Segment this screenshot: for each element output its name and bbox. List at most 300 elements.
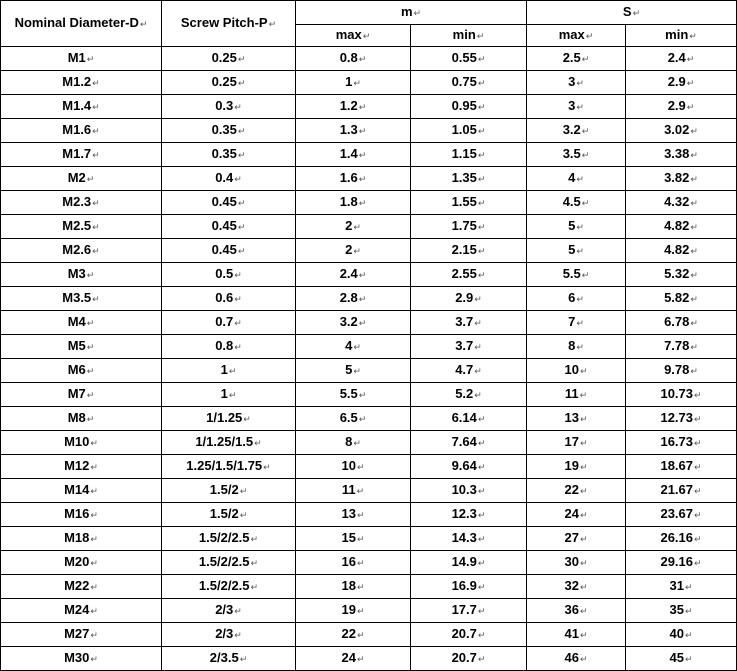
return-mark-icon: ↵: [581, 54, 590, 64]
cell-s-min: 6.78↵: [626, 311, 737, 335]
cell-m-min: 0.75↵: [411, 71, 527, 95]
cell-m-max: 4↵: [296, 335, 411, 359]
cell-s-max: 5.5↵: [527, 263, 626, 287]
cell-s-min: 35↵: [626, 599, 737, 623]
cell-screw-pitch: 2/3.5↵: [162, 647, 296, 671]
return-mark-icon: ↵: [86, 270, 95, 280]
return-mark-icon: ↵: [356, 654, 365, 664]
return-mark-icon: ↵: [86, 366, 95, 376]
return-mark-icon: ↵: [690, 246, 698, 256]
return-mark-icon: ↵: [694, 438, 702, 448]
cell-m-max: 11↵: [296, 479, 411, 503]
return-mark-icon: ↵: [581, 150, 590, 160]
table-row: [1, 599, 737, 623]
return-mark-icon: ↵: [477, 462, 486, 472]
table-row: [1, 287, 737, 311]
return-mark-icon: ↵: [581, 198, 590, 208]
cell-s-max: 3.2↵: [527, 119, 626, 143]
cell-screw-pitch: 1.5/2↵: [162, 503, 296, 527]
cell-m-min: 20.7↵: [411, 623, 527, 647]
cell-s-min: 29.16↵: [626, 551, 737, 575]
return-mark-icon: ↵: [92, 150, 100, 160]
return-mark-icon: ↵: [581, 270, 590, 280]
cell-s-min: 26.16↵: [626, 527, 737, 551]
cell-s-min: 23.67↵: [626, 503, 737, 527]
return-mark-icon: ↵: [239, 654, 248, 664]
cell-s-min: 4.82↵: [626, 215, 737, 239]
return-mark-icon: ↵: [92, 198, 100, 208]
return-mark-icon: ↵: [92, 246, 100, 256]
return-mark-icon: ↵: [250, 534, 259, 544]
cell-m-max: 3.2↵: [296, 311, 411, 335]
cell-s-max: 5↵: [527, 215, 626, 239]
cell-screw-pitch: 1.5/2/2.5↵: [162, 527, 296, 551]
return-mark-icon: ↵: [90, 438, 98, 448]
return-mark-icon: ↵: [690, 270, 698, 280]
return-mark-icon: ↵: [413, 8, 422, 18]
cell-m-max: 24↵: [296, 647, 411, 671]
cell-m-max: 19↵: [296, 599, 411, 623]
return-mark-icon: ↵: [237, 246, 246, 256]
cell-s-min: 2.4↵: [626, 47, 737, 71]
return-mark-icon: ↵: [358, 54, 367, 64]
return-mark-icon: ↵: [268, 19, 277, 29]
cell-m-min: 0.95↵: [411, 95, 527, 119]
cell-s-max: 22↵: [527, 479, 626, 503]
table-row: [1, 47, 737, 71]
return-mark-icon: ↵: [356, 606, 365, 616]
cell-s-max: 41↵: [527, 623, 626, 647]
cell-screw-pitch: 0.45↵: [162, 239, 296, 263]
cell-screw-pitch: 1.5/2/2.5↵: [162, 575, 296, 599]
return-mark-icon: ↵: [690, 150, 698, 160]
return-mark-icon: ↵: [684, 654, 693, 664]
table-row: [1, 359, 737, 383]
return-mark-icon: ↵: [690, 174, 698, 184]
cell-nominal-diameter: M2↵: [1, 167, 162, 191]
return-mark-icon: ↵: [86, 174, 95, 184]
return-mark-icon: ↵: [585, 31, 594, 41]
cell-m-min: 1.15↵: [411, 143, 527, 167]
return-mark-icon: ↵: [477, 438, 486, 448]
cell-s-min: 31↵: [626, 575, 737, 599]
cell-nominal-diameter: M20↵: [1, 551, 162, 575]
table-row: [1, 551, 737, 575]
return-mark-icon: ↵: [358, 150, 367, 160]
return-mark-icon: ↵: [86, 390, 95, 400]
cell-s-max: 7↵: [527, 311, 626, 335]
cell-s-max: 11↵: [527, 383, 626, 407]
cell-nominal-diameter: M30↵: [1, 647, 162, 671]
return-mark-icon: ↵: [694, 462, 702, 472]
return-mark-icon: ↵: [86, 342, 95, 352]
cell-m-max: 18↵: [296, 575, 411, 599]
return-mark-icon: ↵: [356, 534, 365, 544]
cell-nominal-diameter: M16↵: [1, 503, 162, 527]
cell-s-min: 40↵: [626, 623, 737, 647]
return-mark-icon: ↵: [90, 558, 98, 568]
return-mark-icon: ↵: [477, 102, 486, 112]
return-mark-icon: ↵: [477, 150, 486, 160]
cell-nominal-diameter: M24↵: [1, 599, 162, 623]
return-mark-icon: ↵: [579, 414, 588, 424]
cell-m-min: 0.55↵: [411, 47, 527, 71]
return-mark-icon: ↵: [353, 438, 361, 448]
cell-nominal-diameter: M3↵: [1, 263, 162, 287]
return-mark-icon: ↵: [90, 582, 98, 592]
cell-nominal-diameter: M10↵: [1, 431, 162, 455]
return-mark-icon: ↵: [579, 438, 588, 448]
cell-nominal-diameter: M3.5↵: [1, 287, 162, 311]
cell-s-min: 16.73↵: [626, 431, 737, 455]
return-mark-icon: ↵: [237, 150, 246, 160]
cell-nominal-diameter: M12↵: [1, 455, 162, 479]
return-mark-icon: ↵: [686, 54, 695, 64]
table-row: [1, 623, 737, 647]
cell-s-min: 2.9↵: [626, 71, 737, 95]
return-mark-icon: ↵: [353, 342, 361, 352]
return-mark-icon: ↵: [356, 462, 365, 472]
return-mark-icon: ↵: [579, 630, 588, 640]
header-nominal-diameter: Nominal Diameter-D↵: [1, 1, 162, 47]
return-mark-icon: ↵: [694, 510, 702, 520]
cell-m-max: 2↵: [296, 215, 411, 239]
cell-s-max: 3↵: [527, 71, 626, 95]
table-row: [1, 479, 737, 503]
return-mark-icon: ↵: [234, 318, 242, 328]
cell-s-max: 3.5↵: [527, 143, 626, 167]
cell-s-max: 8↵: [527, 335, 626, 359]
cell-m-max: 15↵: [296, 527, 411, 551]
cell-nominal-diameter: M22↵: [1, 575, 162, 599]
cell-nominal-diameter: M4↵: [1, 311, 162, 335]
header-m: m↵: [296, 1, 527, 25]
table-row: [1, 191, 737, 215]
return-mark-icon: ↵: [362, 31, 371, 41]
return-mark-icon: ↵: [356, 582, 365, 592]
return-mark-icon: ↵: [92, 294, 100, 304]
return-mark-icon: ↵: [689, 31, 697, 41]
header-s-max: max↵: [527, 25, 626, 47]
cell-nominal-diameter: M1.7↵: [1, 143, 162, 167]
cell-nominal-diameter: M8↵: [1, 407, 162, 431]
table-row: [1, 647, 737, 671]
return-mark-icon: ↵: [234, 342, 242, 352]
cell-s-max: 19↵: [527, 455, 626, 479]
return-mark-icon: ↵: [86, 318, 95, 328]
return-mark-icon: ↵: [477, 198, 486, 208]
cell-screw-pitch: 0.7↵: [162, 311, 296, 335]
header-screw-pitch: Screw Pitch-P↵: [162, 1, 296, 47]
cell-nominal-diameter: M1↵: [1, 47, 162, 71]
return-mark-icon: ↵: [477, 270, 486, 280]
cell-nominal-diameter: M2.3↵: [1, 191, 162, 215]
return-mark-icon: ↵: [576, 294, 584, 304]
cell-s-min: 7.78↵: [626, 335, 737, 359]
return-mark-icon: ↵: [358, 318, 367, 328]
return-mark-icon: ↵: [477, 606, 486, 616]
cell-nominal-diameter: M18↵: [1, 527, 162, 551]
return-mark-icon: ↵: [234, 630, 242, 640]
cell-m-max: 8↵: [296, 431, 411, 455]
cell-screw-pitch: 1↵: [162, 383, 296, 407]
cell-screw-pitch: 0.4↵: [162, 167, 296, 191]
cell-screw-pitch: 2/3↵: [162, 599, 296, 623]
return-mark-icon: ↵: [239, 486, 248, 496]
return-mark-icon: ↵: [358, 270, 367, 280]
table-row: [1, 311, 737, 335]
cell-m-min: 14.3↵: [411, 527, 527, 551]
table-row: [1, 167, 737, 191]
cell-s-max: 10↵: [527, 359, 626, 383]
return-mark-icon: ↵: [353, 366, 361, 376]
cell-s-min: 45↵: [626, 647, 737, 671]
return-mark-icon: ↵: [477, 630, 486, 640]
cell-s-max: 17↵: [527, 431, 626, 455]
table-row: [1, 383, 737, 407]
return-mark-icon: ↵: [684, 582, 693, 592]
return-mark-icon: ↵: [234, 606, 242, 616]
return-mark-icon: ↵: [358, 102, 367, 112]
return-mark-icon: ↵: [694, 390, 702, 400]
cell-screw-pitch: 1/1.25/1.5↵: [162, 431, 296, 455]
cell-s-min: 5.82↵: [626, 287, 737, 311]
return-mark-icon: ↵: [686, 78, 695, 88]
cell-m-max: 5.5↵: [296, 383, 411, 407]
header-s-min: min↵: [626, 25, 737, 47]
cell-m-min: 3.7↵: [411, 311, 527, 335]
return-mark-icon: ↵: [139, 19, 148, 29]
return-mark-icon: ↵: [92, 126, 100, 136]
return-mark-icon: ↵: [358, 198, 367, 208]
table-row: [1, 455, 737, 479]
table-row: [1, 431, 737, 455]
return-mark-icon: ↵: [477, 654, 486, 664]
table-row: [1, 239, 737, 263]
cell-screw-pitch: 0.25↵: [162, 71, 296, 95]
return-mark-icon: ↵: [477, 486, 486, 496]
return-mark-icon: ↵: [684, 630, 693, 640]
cell-m-max: 2.8↵: [296, 287, 411, 311]
cell-s-max: 3↵: [527, 95, 626, 119]
cell-s-max: 36↵: [527, 599, 626, 623]
cell-screw-pitch: 0.35↵: [162, 143, 296, 167]
return-mark-icon: ↵: [477, 246, 486, 256]
cell-m-max: 10↵: [296, 455, 411, 479]
return-mark-icon: ↵: [353, 246, 361, 256]
table-row: [1, 503, 737, 527]
return-mark-icon: ↵: [234, 174, 242, 184]
return-mark-icon: ↵: [474, 390, 482, 400]
cell-s-max: 6↵: [527, 287, 626, 311]
return-mark-icon: ↵: [228, 366, 237, 376]
return-mark-icon: ↵: [477, 534, 486, 544]
return-mark-icon: ↵: [579, 558, 588, 568]
cell-m-max: 5↵: [296, 359, 411, 383]
cell-s-max: 13↵: [527, 407, 626, 431]
return-mark-icon: ↵: [92, 222, 100, 232]
cell-m-min: 6.14↵: [411, 407, 527, 431]
table-row: [1, 95, 737, 119]
return-mark-icon: ↵: [477, 126, 486, 136]
header-m-min: min↵: [411, 25, 527, 47]
cell-s-min: 4.82↵: [626, 239, 737, 263]
cell-m-max: 1↵: [296, 71, 411, 95]
cell-s-min: 5.32↵: [626, 263, 737, 287]
return-mark-icon: ↵: [353, 78, 361, 88]
return-mark-icon: ↵: [477, 222, 486, 232]
return-mark-icon: ↵: [579, 486, 588, 496]
cell-s-max: 30↵: [527, 551, 626, 575]
return-mark-icon: ↵: [243, 414, 251, 424]
return-mark-icon: ↵: [474, 318, 482, 328]
cell-s-max: 46↵: [527, 647, 626, 671]
return-mark-icon: ↵: [358, 126, 367, 136]
return-mark-icon: ↵: [90, 510, 98, 520]
return-mark-icon: ↵: [86, 54, 95, 64]
cell-screw-pitch: 0.35↵: [162, 119, 296, 143]
cell-s-min: 18.67↵: [626, 455, 737, 479]
cell-nominal-diameter: M6↵: [1, 359, 162, 383]
return-mark-icon: ↵: [690, 126, 698, 136]
return-mark-icon: ↵: [477, 558, 486, 568]
cell-screw-pitch: 0.45↵: [162, 215, 296, 239]
cell-screw-pitch: 1.25/1.5/1.75↵: [162, 455, 296, 479]
return-mark-icon: ↵: [576, 318, 584, 328]
cell-m-max: 6.5↵: [296, 407, 411, 431]
return-mark-icon: ↵: [358, 414, 367, 424]
return-mark-icon: ↵: [90, 630, 98, 640]
cell-nominal-diameter: M7↵: [1, 383, 162, 407]
return-mark-icon: ↵: [356, 486, 365, 496]
table-row: [1, 575, 737, 599]
cell-m-min: 10.3↵: [411, 479, 527, 503]
cell-m-max: 16↵: [296, 551, 411, 575]
cell-nominal-diameter: M5↵: [1, 335, 162, 359]
cell-s-max: 27↵: [527, 527, 626, 551]
return-mark-icon: ↵: [90, 486, 98, 496]
table-body: [1, 47, 737, 671]
return-mark-icon: ↵: [477, 54, 486, 64]
cell-nominal-diameter: M27↵: [1, 623, 162, 647]
return-mark-icon: ↵: [254, 438, 262, 448]
return-mark-icon: ↵: [237, 78, 246, 88]
cell-m-max: 1.4↵: [296, 143, 411, 167]
table-row: [1, 119, 737, 143]
return-mark-icon: ↵: [576, 222, 584, 232]
return-mark-icon: ↵: [576, 174, 584, 184]
table-row: [1, 527, 737, 551]
cell-s-min: 3.82↵: [626, 167, 737, 191]
cell-s-min: 21.67↵: [626, 479, 737, 503]
cell-m-max: 0.8↵: [296, 47, 411, 71]
cell-m-min: 4.7↵: [411, 359, 527, 383]
cell-m-min: 7.64↵: [411, 431, 527, 455]
return-mark-icon: ↵: [237, 126, 246, 136]
return-mark-icon: ↵: [686, 102, 695, 112]
return-mark-icon: ↵: [356, 510, 365, 520]
return-mark-icon: ↵: [263, 462, 271, 472]
cell-m-min: 3.7↵: [411, 335, 527, 359]
return-mark-icon: ↵: [477, 414, 486, 424]
cell-s-min: 12.73↵: [626, 407, 737, 431]
cell-nominal-diameter: M1.2↵: [1, 71, 162, 95]
return-mark-icon: ↵: [694, 486, 702, 496]
return-mark-icon: ↵: [358, 174, 367, 184]
header-s: S↵: [527, 1, 737, 25]
cell-m-min: 1.05↵: [411, 119, 527, 143]
cell-screw-pitch: 0.5↵: [162, 263, 296, 287]
return-mark-icon: ↵: [690, 366, 698, 376]
cell-screw-pitch: 2/3↵: [162, 623, 296, 647]
return-mark-icon: ↵: [234, 102, 242, 112]
cell-s-min: 3.38↵: [626, 143, 737, 167]
cell-screw-pitch: 1.5/2↵: [162, 479, 296, 503]
return-mark-icon: ↵: [576, 102, 584, 112]
cell-screw-pitch: 1↵: [162, 359, 296, 383]
return-mark-icon: ↵: [90, 534, 98, 544]
cell-m-min: 1.35↵: [411, 167, 527, 191]
return-mark-icon: ↵: [632, 8, 641, 18]
table-row: [1, 71, 737, 95]
return-mark-icon: ↵: [477, 582, 486, 592]
return-mark-icon: ↵: [474, 342, 482, 352]
cell-m-max: 13↵: [296, 503, 411, 527]
cell-m-min: 9.64↵: [411, 455, 527, 479]
cell-s-min: 9.78↵: [626, 359, 737, 383]
return-mark-icon: ↵: [477, 510, 486, 520]
return-mark-icon: ↵: [353, 222, 361, 232]
cell-m-min: 20.7↵: [411, 647, 527, 671]
cell-m-min: 2.55↵: [411, 263, 527, 287]
return-mark-icon: ↵: [86, 414, 95, 424]
cell-m-min: 1.55↵: [411, 191, 527, 215]
return-mark-icon: ↵: [237, 54, 246, 64]
return-mark-icon: ↵: [237, 222, 246, 232]
return-mark-icon: ↵: [579, 390, 588, 400]
return-mark-icon: ↵: [576, 246, 584, 256]
cell-s-min: 4.32↵: [626, 191, 737, 215]
return-mark-icon: ↵: [690, 198, 698, 208]
return-mark-icon: ↵: [239, 510, 248, 520]
table-row: [1, 263, 737, 287]
return-mark-icon: ↵: [234, 294, 242, 304]
cell-m-max: 1.8↵: [296, 191, 411, 215]
return-mark-icon: ↵: [356, 630, 365, 640]
cell-m-min: 1.75↵: [411, 215, 527, 239]
return-mark-icon: ↵: [690, 294, 698, 304]
cell-screw-pitch: 0.25↵: [162, 47, 296, 71]
return-mark-icon: ↵: [90, 654, 98, 664]
return-mark-icon: ↵: [690, 222, 698, 232]
cell-s-max: 5↵: [527, 239, 626, 263]
cell-screw-pitch: 1.5/2/2.5↵: [162, 551, 296, 575]
cell-nominal-diameter: M1.6↵: [1, 119, 162, 143]
return-mark-icon: ↵: [579, 534, 588, 544]
return-mark-icon: ↵: [356, 558, 365, 568]
cell-screw-pitch: 0.45↵: [162, 191, 296, 215]
return-mark-icon: ↵: [474, 366, 482, 376]
cell-nominal-diameter: M2.5↵: [1, 215, 162, 239]
table-row: [1, 407, 737, 431]
return-mark-icon: ↵: [579, 606, 588, 616]
return-mark-icon: ↵: [474, 294, 482, 304]
cell-m-min: 17.7↵: [411, 599, 527, 623]
cell-screw-pitch: 1/1.25↵: [162, 407, 296, 431]
return-mark-icon: ↵: [90, 606, 98, 616]
return-mark-icon: ↵: [358, 294, 367, 304]
return-mark-icon: ↵: [476, 31, 485, 41]
